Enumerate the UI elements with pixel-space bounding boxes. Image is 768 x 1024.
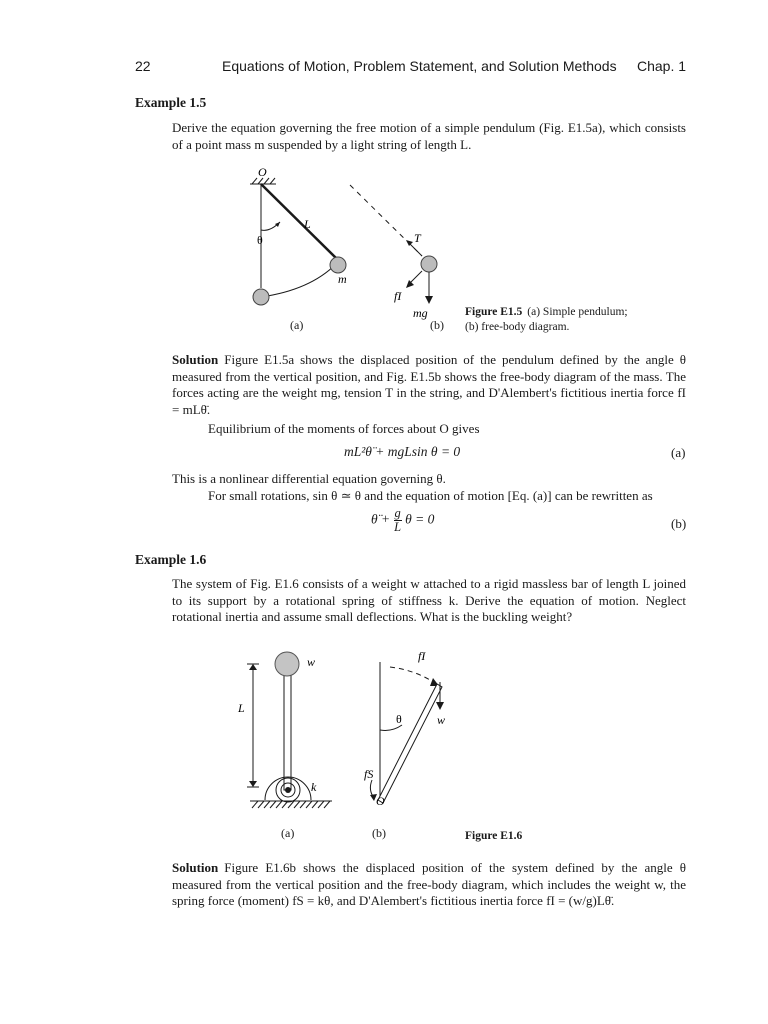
example-1-5-title: Example 1.5 <box>135 95 207 110</box>
fig-e1-5-sublabel-a: (a) <box>290 318 304 332</box>
fig-e1-6-caption-title: Figure E1.6 <box>465 830 523 842</box>
label-t: T <box>414 231 421 245</box>
label-k: k <box>311 780 317 794</box>
page-number: 22 <box>135 58 151 74</box>
example-1-6-solution <box>172 860 686 910</box>
label-fi: fI <box>394 289 402 303</box>
fig-e1-5-sublabel-b: (b) <box>430 318 444 332</box>
moments-text: Equilibrium of the moments of forces about O gives <box>208 421 480 436</box>
label-theta: θ <box>257 233 263 247</box>
label-w-2: w <box>437 713 446 727</box>
mass-rest <box>253 289 269 305</box>
solution-label-2: Solution <box>172 860 219 875</box>
fig-e1-5-caption-line2: (b) free-body diagram. <box>465 320 570 333</box>
label-theta-2: θ <box>396 712 402 726</box>
nonlinear-text: This is a nonlinear differential equation governing θ. <box>172 471 446 486</box>
label-o-2: O <box>376 794 385 808</box>
label-fs: fS <box>364 767 374 781</box>
fig-e1-6-sublabel-a: (a) <box>281 826 295 840</box>
solution-text-2: Figure E1.6b shows the displaced position of the system defined by the angle θ measured from the vertical position and the free-body diagram, which includes the weight w, the spring force (moment) fS = kθ, and D'Alembert's fictitious inertia force fI = (w/g)Lθ̈. <box>172 860 686 908</box>
mass-fbd <box>421 256 437 272</box>
chapter-label: Chap. 1 <box>637 58 687 74</box>
label-l: L <box>304 217 311 231</box>
fig-e1-6-caption <box>465 829 527 844</box>
equation-a: mL²θ̈ + mgLsin θ = 0 <box>344 444 461 459</box>
inertia-arc <box>390 667 435 683</box>
example-1-6-problem: The system of Fig. E1.6 consists of a weight w attached to a rigid massless bar of length L joined to its support by a rotational spring of stiffness k. Derive the equation of motion. Neglect rotational inertia and assume small deflections. What is the buckling weight? <box>172 576 686 624</box>
label-fi-2: fI <box>418 649 426 663</box>
rigid-bar <box>284 675 291 790</box>
equation-b-label: (b) <box>671 516 687 531</box>
label-o: O <box>258 165 267 179</box>
label-w: w <box>307 655 316 669</box>
figure-e1-5 <box>230 160 460 335</box>
displaced-bar <box>378 684 442 803</box>
fig-e1-5-caption <box>465 305 685 334</box>
example-1-5-solution <box>172 352 686 418</box>
weight-ball <box>275 652 299 676</box>
solution-text: Figure E1.5a shows the displaced position of the pendulum defined by the angle θ measured from the vertical position, and Fig. E1.5b shows the free-body diagram of the mass. The forces acting are the weight mg, tension T in the string, and D'Alembert's fictitious inertia force fI = mLθ̈. <box>172 352 686 417</box>
label-m: m <box>338 272 347 286</box>
example-1-6-title: Example 1.6 <box>135 552 207 567</box>
equation-b-fraction <box>394 507 402 534</box>
equation-b-num: g <box>394 506 401 520</box>
example-1-5-problem: Derive the equation governing the free motion of a simple pendulum (Fig. E1.5a), which consists of a point mass m suspended by a light string of length L. <box>172 120 686 152</box>
fig-e1-5-caption-line1: (a) Simple pendulum; <box>527 306 628 318</box>
running-title: Equations of Motion, Problem Statement, and Solution Methods <box>222 58 617 74</box>
swing-arc <box>261 264 336 297</box>
label-mg: mg <box>413 306 428 320</box>
equation-b-den: L <box>394 520 402 534</box>
fig-e1-6-sublabel-b: (b) <box>372 826 386 840</box>
equation-b-right: θ = 0 <box>405 511 435 527</box>
equation-b <box>371 507 434 534</box>
equation-a-label: (a) <box>671 445 686 460</box>
label-l: L <box>238 701 245 715</box>
small-rotations-text: For small rotations, sin θ ≃ θ and the equation of motion [Eq. (a)] can be rewritten as <box>208 488 653 503</box>
figure-e1-6 <box>230 640 460 820</box>
pendulum-string <box>261 184 336 258</box>
solution-label: Solution <box>172 352 219 367</box>
mass-displaced <box>330 257 346 273</box>
equation-b-left: θ̈ + <box>371 511 391 527</box>
fig-e1-5-caption-title: Figure E1.5 <box>465 306 523 318</box>
